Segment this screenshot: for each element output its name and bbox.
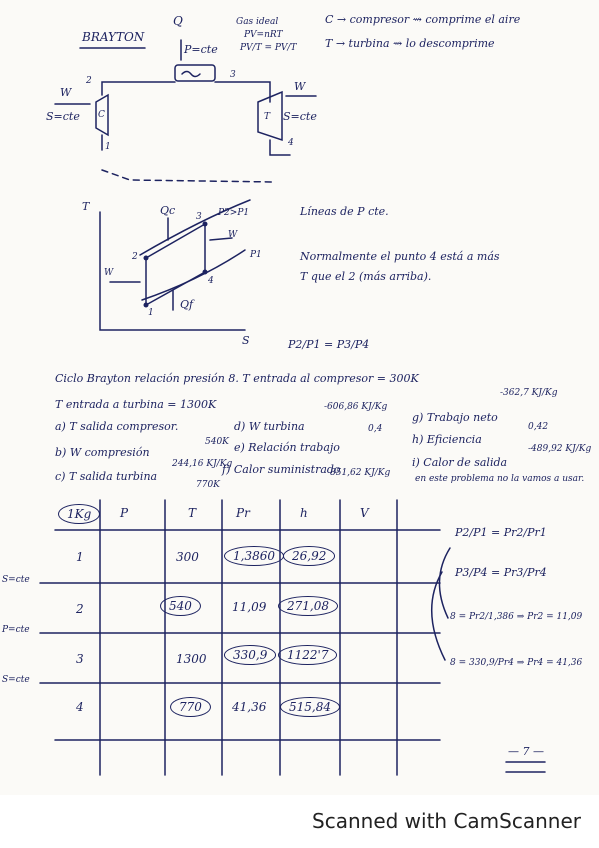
table-row-3-h: 1122'7 [278,645,337,665]
table-header-t: T [188,506,197,520]
table-row-4-t: 770 [170,697,211,717]
note-normal-1: Normalmente el punto 4 está a más [300,250,500,263]
gas-ideal-label: Gas ideal [236,17,279,27]
state-2: 2 [86,76,92,86]
answer-e: 0,4 [368,424,383,434]
table-row-1-t: 300 [176,550,199,564]
question-g: g) Trabajo neto [412,411,498,424]
question-f: f) Calor suministrado [222,463,341,476]
side-label-p-cte: P=cte [2,625,30,635]
ts-w-in: W [104,268,114,278]
question-e: e) Relación trabajo [234,441,340,454]
table-row-1-h: 26,92 [283,546,335,566]
side-eq-3: 8 = Pr2/1,386 ⇒ Pr2 = 11,09 [450,612,583,622]
ts-state-2: 2 [132,252,138,262]
scanner-footer [0,795,599,848]
table-row-2-pr: 11,09 [232,600,267,614]
w-in-label: W [60,86,72,99]
table-row-4-h: 515,84 [280,697,340,717]
problem-note: en este problema no la vamos a usar. [415,474,585,484]
side-label-s-cte-2: S=cte [2,675,30,685]
table-row-4-state: 4 [76,700,84,714]
answer-a: 540K [205,437,229,447]
gas-formula-1: PV=nRT [244,30,283,40]
turbine-t: T [264,112,271,122]
table-row-3-t: 1300 [176,652,207,666]
note-normal-2: T que el 2 (más arriba). [300,270,432,283]
table-row-1-state: 1 [76,550,84,564]
cycle-title: BRAYTON [82,30,145,44]
question-a: a) T salida compresor. [55,420,179,433]
ts-state-1: 1 [148,308,154,318]
table-row-4-pr: 41,36 [232,700,267,714]
note-turbine: T → turbina ⇝ lo descomprime [325,37,495,50]
ts-qf: Qf [180,298,194,311]
answer-g: -362,7 KJ/Kg [500,388,558,398]
table-row-2-h: 271,08 [278,596,338,616]
answer-h: 0,42 [528,422,549,432]
table-row-3-state: 3 [76,652,84,666]
s-cte-right: S=cte [283,110,317,123]
ts-p1: P1 [250,250,262,260]
state-4: 4 [288,138,294,148]
turbine-inlet-temp: T entrada a turbina = 1300K [55,398,217,411]
table-header-mass: 1Kg [58,504,100,524]
ts-w-out: W [228,230,238,240]
p-cte-label: P=cte [184,43,218,56]
answer-d: -606,86 KJ/Kg [324,402,388,412]
ts-p2p1: P2>P1 [218,208,250,218]
answer-c: 770K [196,480,220,490]
ts-axis-s: S [242,334,250,347]
side-eq-2: P3/P4 = Pr3/Pr4 [455,566,547,579]
gas-formula-2: PV/T = PV/T [240,43,297,53]
answer-f: 851,62 KJ/Kg [330,468,391,478]
side-eq-4: 8 = 330,9/Pr4 ⇒ Pr4 = 41,36 [450,658,583,668]
table-header-v: V [360,506,369,520]
w-out-label: W [294,80,306,93]
compressor-c: C [98,110,105,120]
table-header-h: h [300,506,308,520]
note-compressor: C → compresor ⇝ comprime el aire [325,13,521,26]
table-row-2-state: 2 [76,602,84,616]
scanner-watermark: Scanned with CamScanner [312,809,581,833]
question-h: h) Eficiencia [412,433,482,446]
table-row-2-t: 540 [160,596,201,616]
side-label-s-cte-1: S=cte [2,575,30,585]
state-3: 3 [230,70,236,80]
answer-i: -489,92 KJ/Kg [528,444,592,454]
question-d: d) W turbina [234,420,305,433]
ts-state-3: 3 [196,212,202,222]
question-c: c) T salida turbina [55,470,158,483]
side-eq-1: P2/P1 = Pr2/Pr1 [455,526,547,539]
state-1: 1 [105,142,111,152]
ts-state-4: 4 [208,276,214,286]
table-row-3-pr: 330,9 [224,645,276,665]
question-b: b) W compresión [55,446,150,459]
pressure-ratio: P2/P1 = P3/P4 [288,338,370,351]
table-row-1-pr: 1,3860 [224,546,284,566]
question-i: i) Calor de salida [412,456,508,469]
answer-b: 244,16 KJ/Kg [172,459,233,469]
s-cte-left: S=cte [46,110,80,123]
page-number: — 7 — [508,745,544,758]
table-header-p: P [120,506,129,520]
note-isobars: Líneas de P cte. [300,205,389,218]
problem-statement: Ciclo Brayton relación presión 8. T entrada al compresor = 300K [55,372,419,385]
q-label: Q [173,14,183,28]
ts-qc: Qc [160,204,176,217]
ts-axis-t: T [82,200,90,213]
table-header-pr: Pr [236,506,250,520]
